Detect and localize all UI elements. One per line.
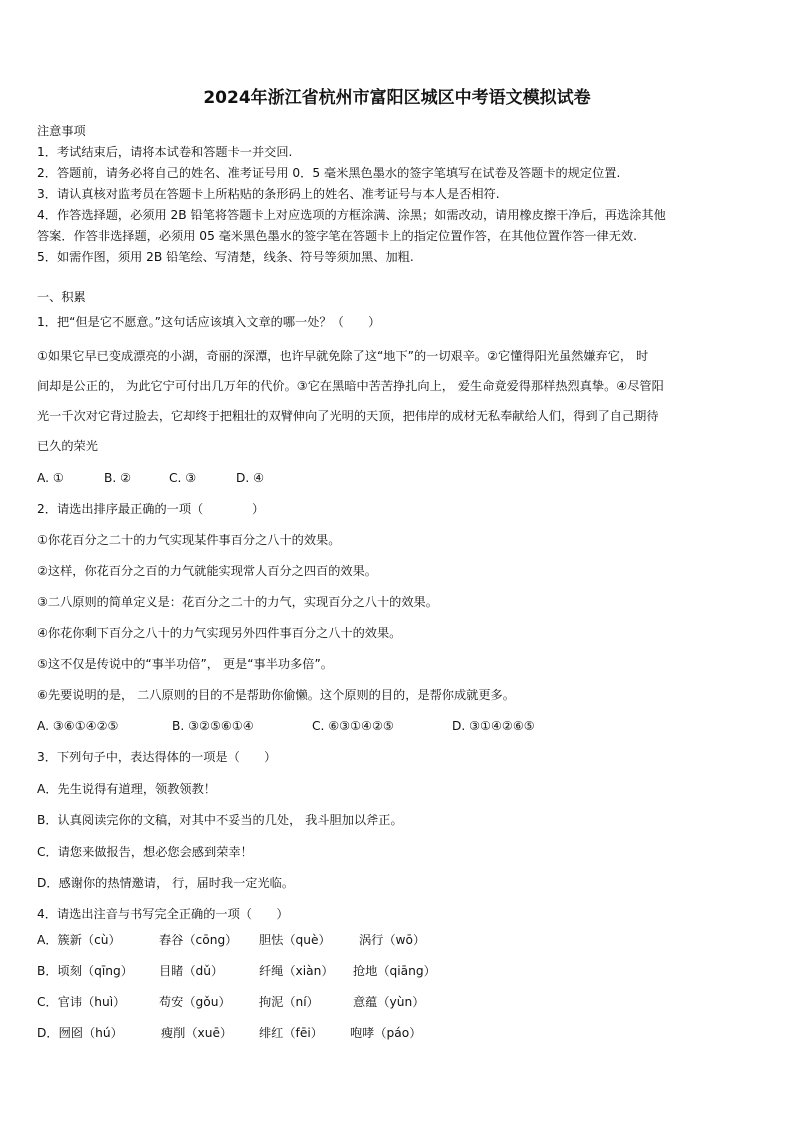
- option-a[interactable]: A. ③⑥①④②⑤: [37, 719, 119, 733]
- notes-heading: 注意事项: [37, 124, 86, 138]
- option-a[interactable]: A．先生说得有道理，领教领教！: [37, 782, 216, 796]
- option-word: 目睹（dǔ）: [159, 964, 224, 978]
- passage-line: 已久的荣光: [37, 439, 98, 453]
- question-1: [37, 312, 757, 332]
- note-line: 2．答题前，请务必将自己的姓名、准考证号用 0．5 毫米黑色墨水的签字笔填写在试卷及答题卡的规定位置.: [37, 166, 621, 180]
- option-word: 涡行（wō）: [359, 933, 426, 947]
- option-b[interactable]: B. ②: [104, 471, 132, 485]
- option-word: 绯红（fēi）: [259, 1026, 323, 1040]
- list-item: ②这样，你花百分之百的力气就能实现常人百分之四百的效果。: [37, 564, 377, 578]
- option-word: 胆怯（què）: [259, 933, 331, 947]
- note-line: 4．作答选择题，必须用 2B 铅笔将答题卡上对应选项的方框涂满、涂黑；如需改动，请用橡皮擦干净后，再选涂其他: [37, 208, 666, 222]
- question-1-passage: [37, 341, 757, 461]
- option-b[interactable]: B．认真阅读完你的文稿，对其中不妥当的几处， 我斗胆加以斧正。: [37, 813, 403, 827]
- option-word: 抢地（qiāng）: [353, 964, 436, 978]
- option-word: 舂谷（cōng）: [159, 933, 238, 947]
- option-d[interactable]: D．感谢你的热情邀请， 行，届时我一定光临。: [37, 876, 295, 890]
- list-item: ③二八原则的简单定义是：花百分之二十的力气，实现百分之八十的效果。: [37, 595, 438, 609]
- option-word: 意蕴（yùn）: [353, 995, 425, 1009]
- option-c[interactable]: C. ⑥③①④②⑤: [312, 719, 394, 733]
- list-item: ①你花百分之二十的力气实现某件事百分之八十的效果。: [37, 533, 341, 547]
- option-c[interactable]: C．请您来做报告，想必您会感到荣幸！: [37, 845, 253, 859]
- option-word: 瘦削（xuē）: [161, 1026, 233, 1040]
- option-word: C．官讳（huì）: [37, 995, 126, 1009]
- note-line: 3．请认真核对监考员在答题卡上所粘贴的条形码上的姓名、准考证号与本人是否相符.: [37, 187, 500, 201]
- option-c[interactable]: C. ③: [169, 471, 197, 485]
- passage-line: 光一千次对它背过脸去，它却终于把粗壮的双臂伸向了光明的天顶，把伟岸的成材无私奉献给人们，得到了自己期待: [37, 409, 659, 423]
- option-d[interactable]: D. ④: [236, 471, 265, 485]
- note-line: 5．如需作图，须用 2B 铅笔绘、写清楚，线条、符号等须加黑、加粗.: [37, 250, 414, 264]
- option-word: 苟安（gǒu）: [159, 995, 231, 1009]
- passage-line: ①如果它早已变成漂亮的小湖，奇丽的深潭，也许早就免除了这“地下”的一切艰辛。②它懂得阳光虽然嫌弃它， 时: [37, 349, 649, 363]
- question-3-stem: 3．下列句子中，表达得体的一项是（ ）: [37, 750, 277, 764]
- option-word: D．囫囵（hú）: [37, 1026, 123, 1040]
- option-b[interactable]: B. ③②⑤⑥①④: [172, 719, 254, 733]
- option-word: A．簇新（cù）: [37, 933, 121, 947]
- option-a[interactable]: A. ①: [37, 471, 64, 485]
- question-4-stem: 4．请选出注音与书写完全正确的一项（ ）: [37, 907, 289, 921]
- notes-block: [37, 121, 757, 268]
- option-word: 拘泥（ní）: [259, 995, 319, 1009]
- option-word: 咆哮（páo）: [350, 1026, 422, 1040]
- list-item: ④你花你剩下百分之八十的力气实现另外四件事百分之八十的效果。: [37, 626, 402, 640]
- passage-line: 间却是公正的， 为此它宁可付出几万年的代价。③它在黑暗中苦苦挣扎向上， 爱生命竟爱得那样热烈真挚。④尽管阳: [37, 379, 664, 393]
- question-2-stem: 2．请选出排序最正确的一项（ ）: [37, 502, 265, 516]
- option-word: 纤绳（xiàn）: [259, 964, 334, 978]
- note-line: 1．考试结束后，请将本试卷和答题卡一并交回.: [37, 145, 293, 159]
- section-heading: 一、积累: [37, 290, 86, 304]
- note-line: 答案．作答非选择题，必须用 05 毫米黑色墨水的签字笔在答题卡上的指定位置作答，在其他位置作答一律无效.: [37, 229, 637, 243]
- option-word: B．顷刻（qīng）: [37, 964, 133, 978]
- page-title: 2024年浙江省杭州市富阳区城区中考语文模拟试卷: [203, 88, 591, 108]
- question-stem: 1．把“但是它不愿意。”这句话应该填入文章的哪一处？（ ）: [37, 315, 381, 329]
- list-item: ⑤这不仅是传说中的“事半功倍”， 更是“事半功多倍”。: [37, 657, 333, 671]
- list-item: ⑥先要说明的是， 二八原则的目的不是帮助你偷懒。这个原则的目的，是帮你成就更多。: [37, 688, 515, 702]
- option-d[interactable]: D. ③①④②⑥⑤: [452, 719, 535, 733]
